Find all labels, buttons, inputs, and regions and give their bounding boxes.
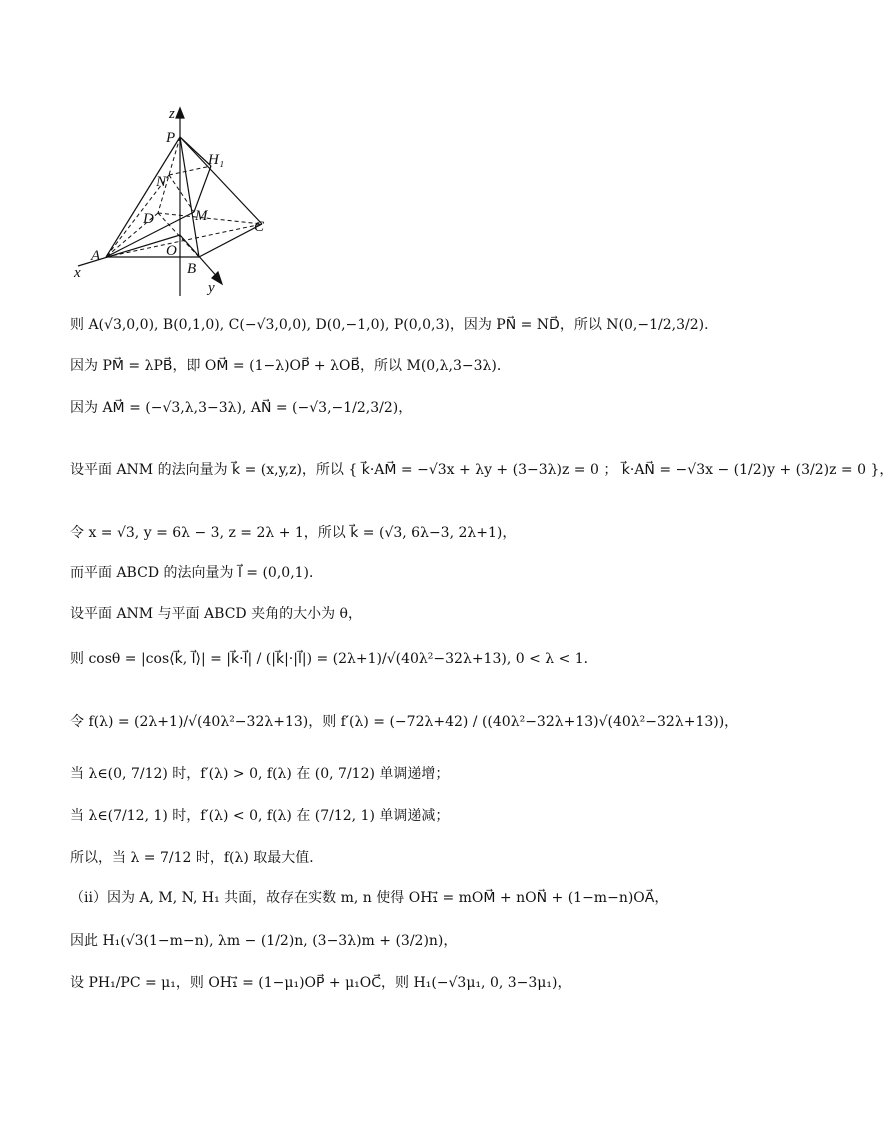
solution-line-11: 当 λ∈(7/12, 1) 时，f′(λ) < 0, f(λ) 在 (7/12, 1) 单调递减； (70, 808, 450, 824)
solution-line-14: 因此 H₁(√3(1−m−n), λm − (1/2)n, (3−3λ)m + (3/2)n)， (70, 933, 458, 949)
solution-line-12: 所以，当 λ = 7/12 时，f(λ) 取最大值． (70, 850, 324, 866)
solution-line-8: 则 cosθ = |cos⟨k⃗, l⃗⟩| = |k⃗·l⃗| / (|k⃗|·|l⃗|) = (2λ+1)/√(40λ²−32λ+13), 0 < λ < 1． (70, 651, 598, 667)
label-H1: H₁ (208, 152, 225, 168)
solution-line-5: 令 x = √3, y = 6λ − 3, z = 2λ + 1，所以 k⃗ = (√3, 6λ−3, 2λ+1)， (70, 525, 517, 541)
label-O: O (166, 243, 177, 259)
label-P: P (166, 130, 176, 146)
label-M: M (195, 208, 208, 224)
pyramid-figure (66, 100, 286, 296)
label-N: N (156, 174, 167, 190)
solution-line-2: 因为 PM⃗ = λPB⃗，即 OM⃗ = (1−λ)OP⃗ + λOB⃗，所以 M(0,λ,3−3λ)． (70, 358, 511, 374)
solution-line-6: 而平面 ABCD 的法向量为 l⃗ = (0,0,1)． (70, 565, 324, 581)
solution-line-4: 设平面 ANM 的法向量为 k⃗ = (x,y,z)，所以 { k⃗·AM⃗ = −√3x + λy + (3−3λ)z = 0 ； k⃗·AN⃗ = −√3x − (1/2)y + (3/2)z = 0 }， (70, 462, 893, 478)
solution-line-9: 令 f(λ) = (2λ+1)/√(40λ²−32λ+13)，则 f′(λ) = (−72λ+42) / ((40λ²−32λ+13)√(40λ²−32λ+13))， (70, 714, 739, 730)
solution-line-13: （ii）因为 A, M, N, H₁ 共面，故存在实数 m, n 使得 OH₁⃗ = mOM⃗ + nON⃗ + (1−m−n)OA⃗， (70, 890, 669, 906)
label-C: C (254, 219, 265, 235)
label-y: y (208, 280, 215, 296)
label-A: A (91, 248, 101, 264)
z-arrow (176, 108, 184, 118)
solution-line-3: 因为 AM⃗ = (−√3,λ,3−3λ), AN⃗ = (−√3,−1/2,3/2)， (70, 400, 413, 416)
label-z: z (169, 106, 175, 122)
label-x: x (74, 265, 81, 281)
solution-line-10: 当 λ∈(0, 7/12) 时，f′(λ) > 0, f(λ) 在 (0, 7/12) 单调递增； (70, 766, 450, 782)
solution-line-1: 则 A(√3,0,0), B(0,1,0), C(−√3,0,0), D(0,−1,0), P(0,0,3)，因为 PN⃗ = ND⃗，所以 N(0,−1/2,3/2)． (70, 317, 719, 333)
solution-line-7: 设平面 ANM 与平面 ABCD 夹角的大小为 θ， (70, 606, 362, 622)
solution-line-15: 设 PH₁/PC = μ₁，则 OH₁⃗ = (1−μ₁)OP⃗ + μ₁OC⃗，则 H₁(−√3μ₁, 0, 3−3μ₁)， (70, 975, 572, 991)
label-D: D (143, 211, 154, 227)
label-B: B (187, 261, 197, 277)
